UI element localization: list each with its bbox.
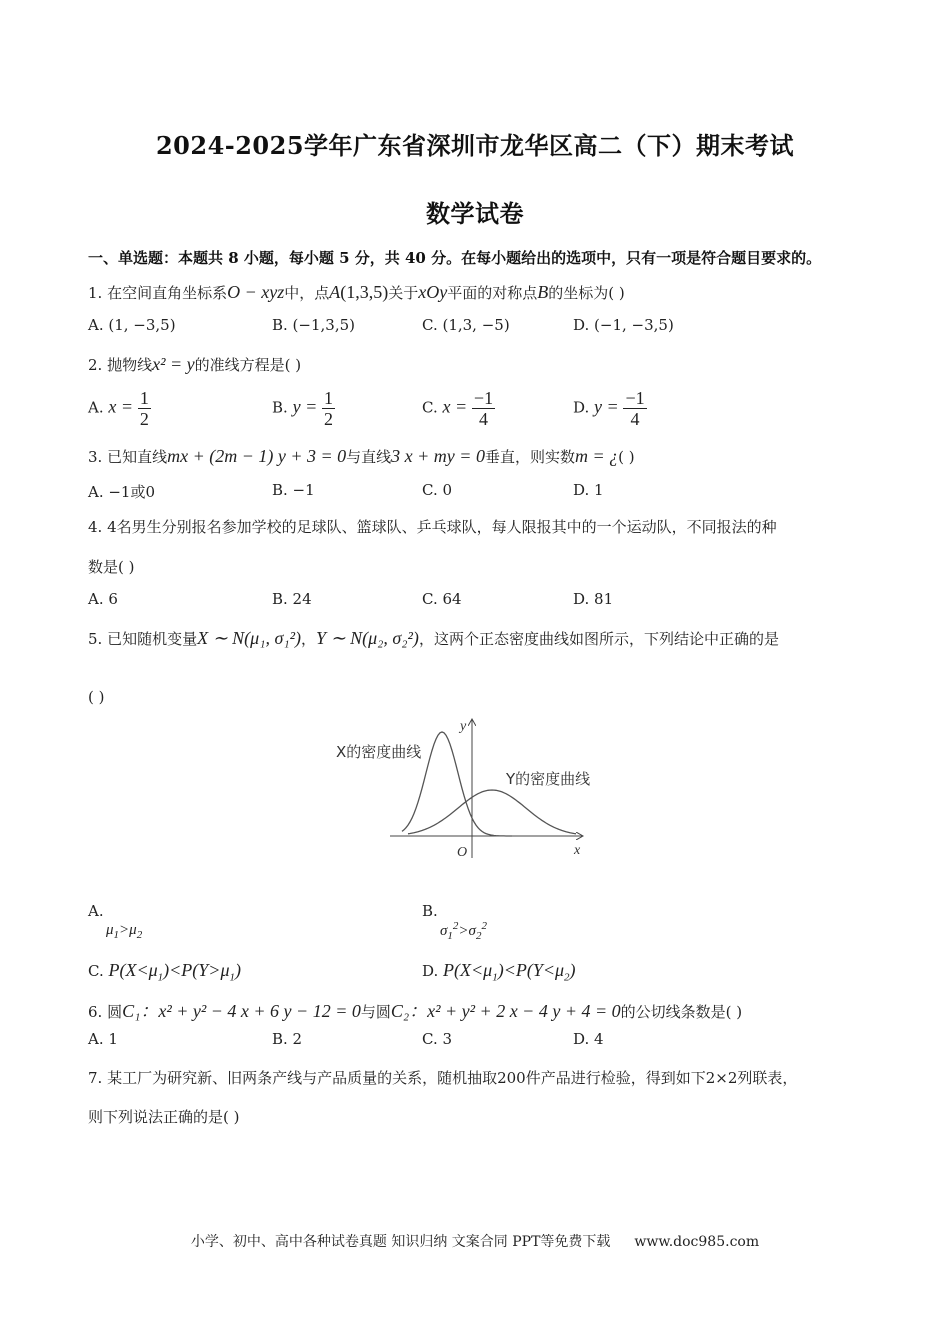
q2-option-label: B. — [272, 398, 288, 417]
y-curve-label: Y的密度曲线 — [506, 770, 591, 788]
q3-option-a[interactable]: A. −1或0 — [88, 483, 156, 501]
q2-text-post: 的准线方程是( ) — [194, 356, 302, 374]
fraction-num: −1 — [625, 388, 645, 408]
q3-option-b[interactable]: B. −1 — [272, 481, 315, 499]
question-7-line2: 则下列说法正确的是( ) — [88, 1108, 240, 1126]
q5-option-b-expr: $\sigma_1^2>\sigma_2^2$ — [440, 920, 487, 942]
fraction — [138, 388, 151, 429]
fraction-num: −1 — [473, 388, 494, 408]
question-4-line2: 数是( ) — [88, 558, 135, 576]
fraction-den: 4 — [630, 409, 640, 429]
q1-system: O − xyz — [227, 282, 285, 302]
q1-coords: (1,3,5) — [340, 282, 389, 302]
q5-y-dist: Y ∼ N(μ₂, σ₂²) — [316, 628, 419, 648]
q2-option-label: A. — [88, 398, 104, 417]
exam-subtitle: 数学试卷 — [426, 199, 524, 228]
q3-var: m = ¿ — [574, 446, 619, 466]
fraction — [472, 388, 495, 429]
q1-text-end: 的坐标为( ) — [548, 284, 625, 302]
question-3 — [88, 446, 635, 467]
q3-line2: 3 x + my = 0 — [391, 446, 485, 466]
footer-link[interactable]: www.doc985.com — [634, 1234, 760, 1250]
q4-option-d[interactable]: D. 81 — [573, 590, 614, 608]
fraction-den: 2 — [139, 409, 149, 429]
q3-text-end: ( ) — [618, 448, 635, 466]
q5-option-d[interactable] — [422, 960, 576, 984]
q6-text-post: 的公切线条数是( ) — [620, 1003, 743, 1021]
normal-density-figure — [330, 712, 600, 866]
q5-x-dist: X ∼ N(μ₁, σ₁²) — [197, 628, 301, 648]
exam-title: 2024-2025学年广东省深圳市龙华区高二（下）期末考试 — [155, 131, 795, 160]
footer-text: 小学、初中、高中各种试卷真题 知识归纳 文案合同 PPT等免费下载 — [190, 1234, 611, 1250]
fraction-num: 1 — [139, 388, 149, 408]
q5-text-post: ，这两个正态密度曲线如图所示，下列结论中正确的是 — [418, 630, 779, 648]
q5-option-a-label: A. — [88, 902, 104, 920]
q5-option-c-expr: $P(X<\mu_1)<P(Y>\mu_1)$ — [108, 960, 241, 984]
q6-option-d[interactable]: D. 4 — [573, 1030, 604, 1048]
q5-option-a[interactable] — [88, 902, 142, 941]
q2-option-var: y = — [594, 396, 619, 417]
density-curves-svg — [330, 712, 600, 862]
q5-option-c[interactable] — [88, 960, 241, 984]
q1-option-d[interactable]: D. (−1, −3,5) — [573, 316, 674, 334]
q4-option-b[interactable]: B. 24 — [272, 590, 312, 608]
q2-option-label: C. — [422, 398, 438, 417]
q1-option-a[interactable]: A. (1, −3,5) — [88, 316, 176, 334]
question-2 — [88, 354, 301, 375]
q5-option-b[interactable] — [422, 902, 487, 942]
q3-option-c[interactable]: C. 0 — [422, 481, 453, 499]
q1-text: 1. 在空间直角坐标系 — [88, 284, 228, 302]
origin-label: O — [457, 845, 468, 860]
q6-text: 6. 圆 — [88, 1003, 123, 1021]
q5-option-a-expr: $\mu_1>\mu_2$ — [106, 922, 143, 941]
q2-text: 2. 抛物线 — [88, 356, 153, 374]
question-5 — [88, 628, 779, 649]
q2-equation: x² = y — [152, 354, 195, 374]
q2-option-var: y = — [292, 396, 318, 417]
section-heading: 一、单选题：本题共 8 小题，每小题 5 分，共 40 分。在每小题给出的选项中，只有一项是符合题目要求的。 — [88, 249, 822, 267]
q5-option-d-expr: $P(X<\mu_1)<P(Y<\mu_2)$ — [443, 960, 576, 984]
fraction-num: 1 — [324, 388, 333, 408]
fraction — [623, 388, 646, 429]
x-axis-label: x — [574, 843, 581, 858]
q4-option-a[interactable]: A. 6 — [88, 590, 118, 608]
q5-option-b-label: B. — [422, 902, 438, 920]
q1-text-mid2: 关于 — [388, 284, 419, 302]
q3-line1: mx + (2m − 1) y + 3 = 0 — [167, 446, 347, 466]
q2-option-d[interactable] — [573, 388, 647, 429]
q6-text-mid: 与圆 — [360, 1003, 391, 1021]
question-1 — [88, 282, 625, 303]
q3-text: 3. 已知直线 — [88, 448, 168, 466]
q5-option-d-label: D. — [422, 962, 444, 980]
q6-c2: C₂： — [390, 1001, 428, 1021]
fraction-den: 2 — [324, 409, 333, 429]
q6-option-b[interactable]: B. 2 — [272, 1030, 303, 1048]
q1-text-post: 平面的对称点 — [447, 284, 538, 302]
q5-option-c-label: C. — [88, 962, 109, 980]
q6-eq2: x² + y² + 2 x − 4 y + 4 = 0 — [427, 1001, 621, 1021]
q5-sep: ， — [301, 630, 317, 648]
x-curve-label: X的密度曲线 — [336, 743, 422, 761]
q3-option-d[interactable]: D. 1 — [573, 481, 604, 499]
q6-c1: C₁： — [122, 1001, 159, 1021]
q1-plane: xOy — [418, 282, 448, 302]
page-footer — [0, 1231, 950, 1251]
question-4-line1: 4. 4名男生分别报名参加学校的足球队、篮球队、乒乓球队，每人限报其中的一个运动队，不同报法的种 — [88, 518, 777, 536]
q2-option-a[interactable] — [88, 388, 151, 429]
y-axis-label: y — [460, 719, 467, 734]
q6-option-a[interactable]: A. 1 — [88, 1030, 118, 1048]
q3-text-post: 垂直，则实数 — [484, 448, 575, 466]
q1-text-mid: 中，点 — [284, 284, 330, 302]
q6-option-c[interactable]: C. 3 — [422, 1030, 453, 1048]
y-density-curve — [408, 790, 576, 834]
q1-point: A — [329, 282, 341, 302]
q1-option-c[interactable]: C. (1,3, −5) — [422, 316, 510, 334]
fraction-den: 4 — [479, 409, 488, 429]
q1-point-b: B — [537, 282, 549, 302]
q4-option-c[interactable]: C. 64 — [422, 590, 462, 608]
q5-paren: ( ) — [88, 688, 105, 706]
question-7-line1: 7. 某工厂为研究新、旧两条产线与产品质量的关系，随机抽取200件产品进行检验，得到如下2×2列联表， — [88, 1069, 798, 1087]
q2-option-c[interactable] — [422, 388, 495, 429]
q6-eq1: x² + y² − 4 x + 6 y − 12 = 0 — [158, 1001, 361, 1021]
q2-option-var: x = — [442, 396, 468, 417]
q2-option-var: x = — [108, 396, 134, 417]
q2-option-b[interactable] — [272, 388, 335, 429]
question-6 — [88, 997, 742, 1023]
fraction — [322, 388, 335, 429]
q3-text-mid: 与直线 — [346, 448, 392, 466]
q1-option-b[interactable]: B. (−1,3,5) — [272, 316, 355, 334]
q5-text: 5. 已知随机变量 — [88, 630, 198, 648]
q2-option-label: D. — [573, 398, 590, 417]
